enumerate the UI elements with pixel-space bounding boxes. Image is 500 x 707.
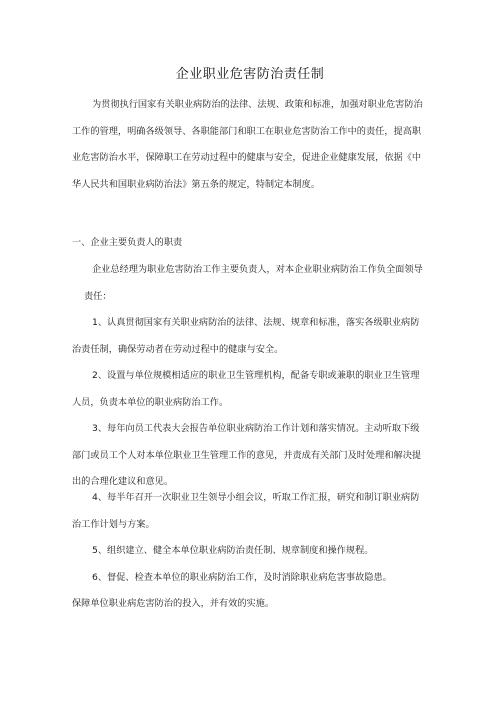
item-line: 部门或员工个人对本单位职业卫生管理工作的意见，并责成有关部门及时处理和解决提	[72, 449, 422, 461]
item-5	[72, 538, 432, 565]
intro-line: 华人民共和国职业病防治法》第五条的规定，特制定本制度。	[72, 178, 321, 190]
item-2	[72, 363, 432, 416]
item-6	[72, 565, 432, 592]
item-line: 1、认真贯彻国家有关职业病防治的法律、法规、规章和标准，落实各级职业病防	[92, 317, 420, 328]
intro-line: 工作的管理，明确各级领导、各职能部门和职工在职业危害防治工作中的责任，提高职	[72, 125, 422, 137]
item-line: 3、每年向员工代表大会报告单位职业病防治工作计划和落实情况。主动听取下级	[92, 423, 420, 434]
item-4	[72, 485, 432, 538]
tail-paragraph: 保障单位职业病危害防治的投入，并有效的实施。	[72, 598, 275, 609]
intro-paragraph	[72, 92, 432, 198]
item-line: 治责任制，确保劳动者在劳动过程中的健康与安全。	[72, 343, 284, 355]
item-1	[72, 310, 432, 363]
document-title: 企业职业危害防治责任制	[175, 67, 325, 82]
intro-line: 为贯彻执行国家有关职业病防治的法律、法规、政策和标准，加强对职业危害防治	[92, 99, 423, 110]
intro-line: 业危害防治水平，保障职工在劳动过程中的健康与安全，促进企业健康发展，依据《中	[72, 152, 422, 163]
section-duty-paragraph	[72, 257, 432, 310]
item-line: 人员，负责本单位的职业病防治工作。	[72, 396, 229, 408]
section-heading: 一、企业主要负责人的职责	[72, 237, 183, 248]
duty-line: 责任：	[84, 290, 112, 302]
item-line: 2、设置与单位规模相适应的职业卫生管理机构，配备专职或兼职的职业卫生管理	[92, 370, 420, 381]
item-line: 5、组织建立、健全本单位职业病防治责任制、规章制度和操作规程。	[92, 545, 374, 556]
item-line: 出的合理化建议和意见。	[72, 476, 174, 487]
item-line: 治工作计划与方案。	[72, 518, 155, 530]
item-3	[72, 416, 432, 496]
item-line: 4、每半年召开一次职业卫生领导小组会议，听取工作汇报，研究和制订职业病防	[92, 492, 420, 503]
duty-line: 企业总经理为职业危害防治工作主要负责人，对本企业职业病防治工作负全面领导	[92, 264, 423, 275]
item-line: 6、督促、检查本单位的职业病防治工作，及时消除职业病危害事故隐患。	[92, 572, 392, 583]
